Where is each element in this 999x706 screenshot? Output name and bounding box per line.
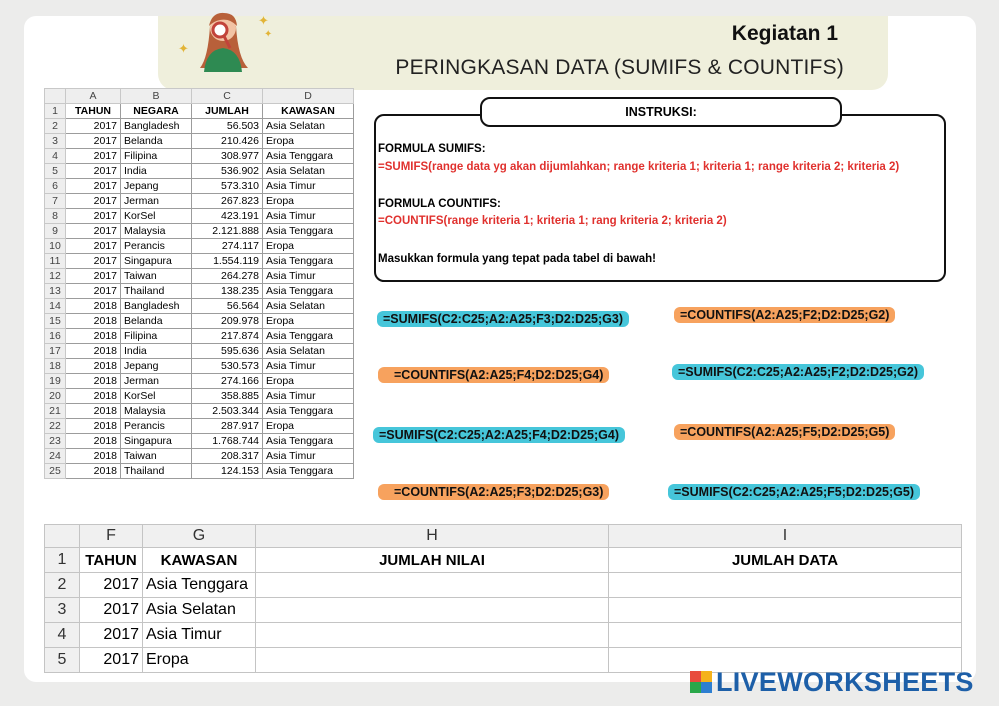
region-cell: Eropa	[143, 648, 256, 673]
answer-row	[45, 623, 962, 648]
kawasan-cell: Eropa	[263, 239, 354, 254]
row-number: 16	[45, 329, 66, 344]
formula-chip-countifs[interactable]: =COUNTIFS(A2:A25;F5;D2:D25;G5)	[674, 424, 895, 440]
tahun-cell: 2017	[66, 149, 121, 164]
tahun-cell: 2018	[66, 389, 121, 404]
col-letter: D	[263, 89, 354, 104]
kawasan-cell: Eropa	[263, 194, 354, 209]
negara-cell: Bangladesh	[121, 299, 192, 314]
table-row	[45, 149, 354, 164]
tahun-cell: 2018	[66, 299, 121, 314]
col-letter: F	[80, 525, 143, 548]
table-row	[45, 449, 354, 464]
header-jumlah: JUMLAH	[192, 104, 263, 119]
year-cell: 2017	[80, 598, 143, 623]
negara-cell: Perancis	[121, 419, 192, 434]
row-number: 21	[45, 404, 66, 419]
row-number: 8	[45, 209, 66, 224]
tahun-cell: 2018	[66, 404, 121, 419]
row-number: 3	[45, 598, 80, 623]
negara-cell: Taiwan	[121, 269, 192, 284]
negara-cell: India	[121, 164, 192, 179]
jumlah-cell: 56.564	[192, 299, 263, 314]
negara-cell: Perancis	[121, 239, 192, 254]
jumlah-cell: 2.121.888	[192, 224, 263, 239]
table-row	[45, 164, 354, 179]
negara-cell: Jerman	[121, 194, 192, 209]
negara-cell: Filipina	[121, 329, 192, 344]
tahun-cell: 2018	[66, 419, 121, 434]
negara-cell: Malaysia	[121, 404, 192, 419]
table-row	[45, 179, 354, 194]
corner-cell	[45, 89, 66, 104]
table-row	[45, 269, 354, 284]
row-number: 6	[45, 179, 66, 194]
answer-table	[44, 524, 962, 673]
jumlah-data-dropzone[interactable]	[609, 573, 962, 598]
jumlah-cell: 308.977	[192, 149, 263, 164]
negara-cell: Singapura	[121, 254, 192, 269]
formula-chip-sumifs[interactable]: =SUMIFS(C2:C25;A2:A25;F5;D2:D25;G5)	[668, 484, 920, 500]
kawasan-cell: Asia Tenggara	[263, 329, 354, 344]
tahun-cell: 2017	[66, 179, 121, 194]
row-number: 22	[45, 419, 66, 434]
jumlah-cell: 264.278	[192, 269, 263, 284]
formula-chip-countifs[interactable]: =COUNTIFS(A2:A25;F2;D2:D25;G2)	[674, 307, 895, 323]
tahun-cell: 2018	[66, 374, 121, 389]
row-number: 1	[45, 548, 80, 573]
tahun-cell: 2017	[66, 284, 121, 299]
tahun-cell: 2018	[66, 434, 121, 449]
kawasan-cell: Asia Timur	[263, 389, 354, 404]
negara-cell: India	[121, 344, 192, 359]
tahun-cell: 2018	[66, 344, 121, 359]
kawasan-cell: Asia Timur	[263, 179, 354, 194]
kawasan-cell: Eropa	[263, 134, 354, 149]
tahun-cell: 2017	[66, 239, 121, 254]
sparkle-icon: ✦	[258, 13, 269, 28]
jumlah-data-dropzone[interactable]	[609, 598, 962, 623]
jumlah-cell: 138.235	[192, 284, 263, 299]
jumlah-nilai-dropzone[interactable]	[256, 598, 609, 623]
row-number: 14	[45, 299, 66, 314]
jumlah-cell: 208.317	[192, 449, 263, 464]
instruction-note: Masukkan formula yang tepat pada tabel di bawah!	[378, 253, 656, 265]
answer-table-container	[44, 524, 962, 673]
column-letter-row	[45, 525, 962, 548]
kawasan-cell: Asia Timur	[263, 209, 354, 224]
header-negara: NEGARA	[121, 104, 192, 119]
formula-chip-countifs[interactable]: =COUNTIFS(A2:A25;F4;D2:D25;G4)	[378, 367, 609, 383]
jumlah-cell: 358.885	[192, 389, 263, 404]
source-data-table	[44, 88, 354, 479]
jumlah-cell: 56.503	[192, 119, 263, 134]
row-number: 23	[45, 434, 66, 449]
tahun-cell: 2017	[66, 164, 121, 179]
year-cell: 2017	[80, 623, 143, 648]
negara-cell: Belanda	[121, 314, 192, 329]
table-row	[45, 419, 354, 434]
negara-cell: Filipina	[121, 149, 192, 164]
activity-title: Kegiatan 1	[731, 22, 838, 45]
row-number: 1	[45, 104, 66, 119]
col-letter: H	[256, 525, 609, 548]
tahun-cell: 2017	[66, 254, 121, 269]
negara-cell: Jerman	[121, 374, 192, 389]
row-number: 18	[45, 359, 66, 374]
liveworksheets-logo	[690, 668, 974, 696]
jumlah-nilai-dropzone[interactable]	[256, 623, 609, 648]
header-tahun: TAHUN	[80, 548, 143, 573]
row-number: 2	[45, 573, 80, 598]
row-number: 15	[45, 314, 66, 329]
kawasan-cell: Eropa	[263, 419, 354, 434]
jumlah-cell: 274.166	[192, 374, 263, 389]
table-row	[45, 239, 354, 254]
jumlah-cell: 423.191	[192, 209, 263, 224]
jumlah-cell: 595.636	[192, 344, 263, 359]
col-letter: G	[143, 525, 256, 548]
formula-chip-sumifs[interactable]: =SUMIFS(C2:C25;A2:A25;F4;D2:D25;G4)	[373, 427, 625, 443]
table-row	[45, 344, 354, 359]
jumlah-cell: 2.503.344	[192, 404, 263, 419]
jumlah-cell: 530.573	[192, 359, 263, 374]
table-row	[45, 404, 354, 419]
tahun-cell: 2017	[66, 224, 121, 239]
year-cell: 2017	[80, 648, 143, 673]
row-number: 9	[45, 224, 66, 239]
row-number: 20	[45, 389, 66, 404]
jumlah-nilai-dropzone[interactable]	[256, 648, 609, 673]
col-letter: B	[121, 89, 192, 104]
jumlah-cell: 267.823	[192, 194, 263, 209]
header-tahun: TAHUN	[66, 104, 121, 119]
kawasan-cell: Asia Tenggara	[263, 404, 354, 419]
row-number: 12	[45, 269, 66, 284]
jumlah-nilai-dropzone[interactable]	[256, 573, 609, 598]
sparkle-icon: ✦	[264, 29, 273, 40]
corner-cell	[45, 525, 80, 548]
logo-text: LIVEWORKSHEETS	[716, 666, 974, 697]
row-number: 13	[45, 284, 66, 299]
kawasan-cell: Eropa	[263, 314, 354, 329]
kawasan-cell: Asia Selatan	[263, 344, 354, 359]
row-number: 2	[45, 119, 66, 134]
table-row	[45, 254, 354, 269]
negara-cell: Bangladesh	[121, 119, 192, 134]
header-kawasan: KAWASAN	[263, 104, 354, 119]
row-number: 10	[45, 239, 66, 254]
table-row	[45, 359, 354, 374]
jumlah-cell: 287.917	[192, 419, 263, 434]
negara-cell: Jepang	[121, 359, 192, 374]
tahun-cell: 2018	[66, 449, 121, 464]
row-number: 5	[45, 164, 66, 179]
sparkle-icon: ✦	[178, 41, 189, 56]
kawasan-cell: Asia Selatan	[263, 119, 354, 134]
tahun-cell: 2017	[66, 134, 121, 149]
answer-row	[45, 573, 962, 598]
header-kawasan: KAWASAN	[143, 548, 256, 573]
kawasan-cell: Asia Tenggara	[263, 224, 354, 239]
row-number: 25	[45, 464, 66, 479]
jumlah-cell: 573.310	[192, 179, 263, 194]
kawasan-cell: Asia Tenggara	[263, 464, 354, 479]
countifs-label: FORMULA COUNTIFS:	[378, 198, 501, 210]
table-row	[45, 194, 354, 209]
table-row	[45, 314, 354, 329]
sumifs-syntax: =SUMIFS(range data yg akan dijumlahkan; range kriteria 1; kriteria 1; range kriteria 2; kriteria 2)	[378, 161, 900, 173]
kawasan-cell: Asia Tenggara	[263, 434, 354, 449]
region-cell: Asia Selatan	[143, 598, 256, 623]
negara-cell: Malaysia	[121, 224, 192, 239]
sumifs-label: FORMULA SUMIFS:	[378, 143, 486, 155]
formula-chip-countifs[interactable]: =COUNTIFS(A2:A25;F3;D2:D25;G3)	[378, 484, 609, 500]
kawasan-cell: Asia Timur	[263, 449, 354, 464]
row-number: 17	[45, 344, 66, 359]
kawasan-cell: Asia Tenggara	[263, 254, 354, 269]
table-row	[45, 299, 354, 314]
kawasan-cell: Asia Selatan	[263, 299, 354, 314]
detective-girl-illustration	[190, 6, 260, 72]
row-number: 3	[45, 134, 66, 149]
kawasan-cell: Asia Tenggara	[263, 149, 354, 164]
tahun-cell: 2018	[66, 329, 121, 344]
table-row	[45, 209, 354, 224]
row-number: 4	[45, 623, 80, 648]
tahun-cell: 2017	[66, 209, 121, 224]
negara-cell: KorSel	[121, 209, 192, 224]
formula-chip-sumifs[interactable]: =SUMIFS(C2:C25;A2:A25;F3;D2:D25;G3)	[377, 311, 629, 327]
table-row	[45, 374, 354, 389]
negara-cell: Singapura	[121, 434, 192, 449]
row-number: 5	[45, 648, 80, 673]
row-number: 7	[45, 194, 66, 209]
row-number: 11	[45, 254, 66, 269]
year-cell: 2017	[80, 573, 143, 598]
table-row	[45, 389, 354, 404]
tahun-cell: 2017	[66, 269, 121, 284]
countifs-syntax: =COUNTIFS(range kriteria 1; kriteria 1; rang kriteria 2; kriteria 2)	[378, 215, 727, 227]
table-row	[45, 464, 354, 479]
negara-cell: Thailand	[121, 464, 192, 479]
tahun-cell: 2017	[66, 119, 121, 134]
col-letter: A	[66, 89, 121, 104]
negara-cell: Taiwan	[121, 449, 192, 464]
row-number: 24	[45, 449, 66, 464]
header-row	[45, 104, 354, 119]
tahun-cell: 2018	[66, 464, 121, 479]
row-number: 19	[45, 374, 66, 389]
negara-cell: Jepang	[121, 179, 192, 194]
table-row	[45, 434, 354, 449]
col-letter: I	[609, 525, 962, 548]
header-row	[45, 548, 962, 573]
jumlah-cell: 210.426	[192, 134, 263, 149]
tahun-cell: 2017	[66, 194, 121, 209]
tahun-cell: 2018	[66, 314, 121, 329]
header-jumlah-data: JUMLAH DATA	[609, 548, 962, 573]
row-number: 4	[45, 149, 66, 164]
formula-chip-sumifs[interactable]: =SUMIFS(C2:C25;A2:A25;F2;D2:D25;G2)	[672, 364, 924, 380]
jumlah-cell: 124.153	[192, 464, 263, 479]
data-table-container	[44, 88, 354, 479]
table-row	[45, 284, 354, 299]
table-row	[45, 119, 354, 134]
column-letter-row	[45, 89, 354, 104]
logo-icon	[690, 671, 712, 693]
col-letter: C	[192, 89, 263, 104]
table-row	[45, 134, 354, 149]
negara-cell: KorSel	[121, 389, 192, 404]
jumlah-cell: 209.978	[192, 314, 263, 329]
kawasan-cell: Asia Selatan	[263, 164, 354, 179]
page-subtitle: PERINGKASAN DATA (SUMIFS & COUNTIFS)	[395, 56, 844, 79]
answer-row	[45, 598, 962, 623]
kawasan-cell: Asia Timur	[263, 269, 354, 284]
table-row	[45, 224, 354, 239]
jumlah-cell: 536.902	[192, 164, 263, 179]
region-cell: Asia Tenggara	[143, 573, 256, 598]
kawasan-cell: Asia Timur	[263, 359, 354, 374]
jumlah-cell: 217.874	[192, 329, 263, 344]
jumlah-cell: 274.117	[192, 239, 263, 254]
region-cell: Asia Timur	[143, 623, 256, 648]
negara-cell: Thailand	[121, 284, 192, 299]
kawasan-cell: Eropa	[263, 374, 354, 389]
jumlah-cell: 1.768.744	[192, 434, 263, 449]
jumlah-data-dropzone[interactable]	[609, 623, 962, 648]
tahun-cell: 2018	[66, 359, 121, 374]
negara-cell: Belanda	[121, 134, 192, 149]
jumlah-cell: 1.554.119	[192, 254, 263, 269]
kawasan-cell: Asia Tenggara	[263, 284, 354, 299]
instruction-title: INSTRUKSI:	[480, 97, 842, 127]
header-jumlah-nilai: JUMLAH NILAI	[256, 548, 609, 573]
table-row	[45, 329, 354, 344]
